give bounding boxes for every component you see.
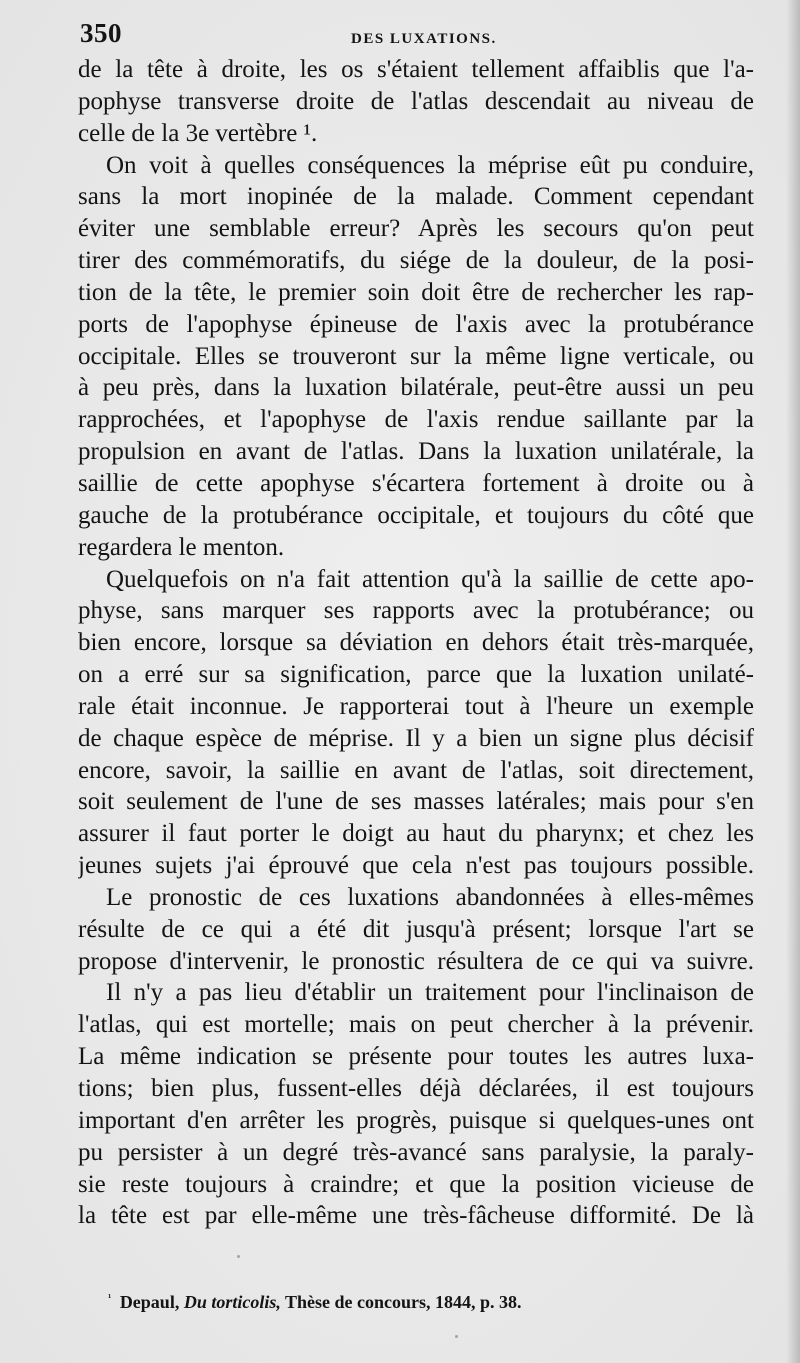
footnote-author: Depaul,	[119, 1292, 180, 1312]
text-line: pu persister à un degré très-avancé sans paralysie, la paraly-	[78, 1138, 754, 1166]
running-head	[78, 18, 758, 54]
text-line: on a erré sur sa signification, parce que la luxation unilaté-	[78, 661, 754, 689]
text-line: de la tête à droite, les os s'étaient tellement affaiblis que l'a-	[78, 56, 754, 83]
text-line: occipitale. Elles se trouveront sur la même ligne verticale, ou	[78, 342, 754, 370]
text-line: de chaque espèce de méprise. Il y a bien un signe plus décisif	[78, 724, 754, 752]
text-line: sie reste toujours à craindre; et que la position vicieuse de	[78, 1170, 754, 1198]
text-line: pophyse transverse droite de l'atlas descendait au niveau de	[78, 87, 754, 115]
paragraph-start-line: Il n'y a pas lieu d'établir un traitement pour l'inclinaison de	[106, 979, 754, 1007]
text-line: tion de la tête, le premier soin doit être de rechercher les rap-	[78, 278, 754, 306]
text-line: la tête est par elle-même une très-fâcheuse difformité. De là	[78, 1202, 754, 1230]
text-line: assurer il faut porter le doigt au haut du pharynx; et chez les	[78, 820, 754, 848]
text-line: à peu près, dans la luxation bilatérale, peut-être aussi un peu	[78, 374, 754, 402]
footnote	[108, 1292, 668, 1313]
text-line: celle de la 3e vertèbre ¹.	[78, 119, 318, 147]
ink-speck	[455, 1335, 458, 1338]
text-line: saillie de cette apophyse s'écartera fortement à droite ou à	[78, 469, 754, 497]
text-line: La même indication se présente pour toutes les autres luxa-	[78, 1043, 754, 1071]
text-line: gauche de la protubérance occipitale, et toujours du côté que	[78, 501, 754, 529]
text-line: encore, savoir, la saillie en avant de l'atlas, soit directement,	[78, 756, 754, 784]
paragraph-start-line: Quelquefois on n'a fait attention qu'à la saillie de cette apo-	[106, 565, 754, 593]
footnote-mark: ¹	[108, 1292, 112, 1304]
ink-speck	[237, 1255, 240, 1258]
paragraph-start-line: On voit à quelles conséquences la méprise eût pu conduire,	[106, 151, 754, 179]
ink-speck	[262, 578, 265, 581]
text-line: sans la mort inopinée de la malade. Comment cependant	[78, 183, 754, 211]
body-text	[78, 54, 754, 1232]
text-line: regardera le menton.	[78, 533, 285, 561]
text-line: jeunes sujets j'ai éprouvé que cela n'est pas toujours possible.	[78, 852, 754, 880]
text-line: tirer des commémoratifs, du siége de la douleur, de la posi-	[78, 247, 754, 275]
text-line: éviter une semblable erreur? Après les secours qu'on peut	[78, 215, 754, 243]
text-line: tions; bien plus, fussent-elles déjà déclarées, il est toujours	[78, 1075, 754, 1102]
text-line: physe, sans marquer ses rapports avec la protubérance; ou	[78, 597, 754, 625]
paragraph-start-line: Le pronostic de ces luxations abandonnées à elles-mêmes	[106, 883, 754, 911]
text-line: l'atlas, qui est mortelle; mais on peut chercher à la prévenir.	[78, 1011, 754, 1039]
footnote-title: Du torticolis,	[183, 1292, 281, 1312]
page-number: 350	[80, 18, 122, 48]
text-line: ports de l'apophyse épineuse de l'axis avec la protubérance	[78, 310, 754, 338]
text-line: soit seulement de l'une de ses masses latérales; mais pour s'en	[78, 788, 754, 816]
text-line: bien encore, lorsque sa déviation en dehors était très-marquée,	[78, 629, 754, 657]
text-line: rale était inconnue. Je rapporterai tout à l'heure un exemple	[78, 692, 754, 720]
text-line: rapprochées, et l'apophyse de l'axis rendue saillante par la	[78, 406, 754, 434]
running-title: DES LUXATIONS.	[351, 31, 497, 47]
footnote-reference: Thèse de concours, 1844, p. 38.	[285, 1292, 522, 1312]
text-line: important d'en arrêter les progrès, puisque si quelques-unes ont	[78, 1106, 754, 1134]
text-line: résulte de ce qui a été dit jusqu'à présent; lorsque l'art se	[78, 915, 754, 943]
text-line: propose d'intervenir, le pronostic résultera de ce qui va suivre.	[78, 947, 754, 975]
page-gutter-shadow	[786, 0, 800, 1363]
text-line: propulsion en avant de l'atlas. Dans la luxation unilatérale, la	[78, 438, 754, 466]
